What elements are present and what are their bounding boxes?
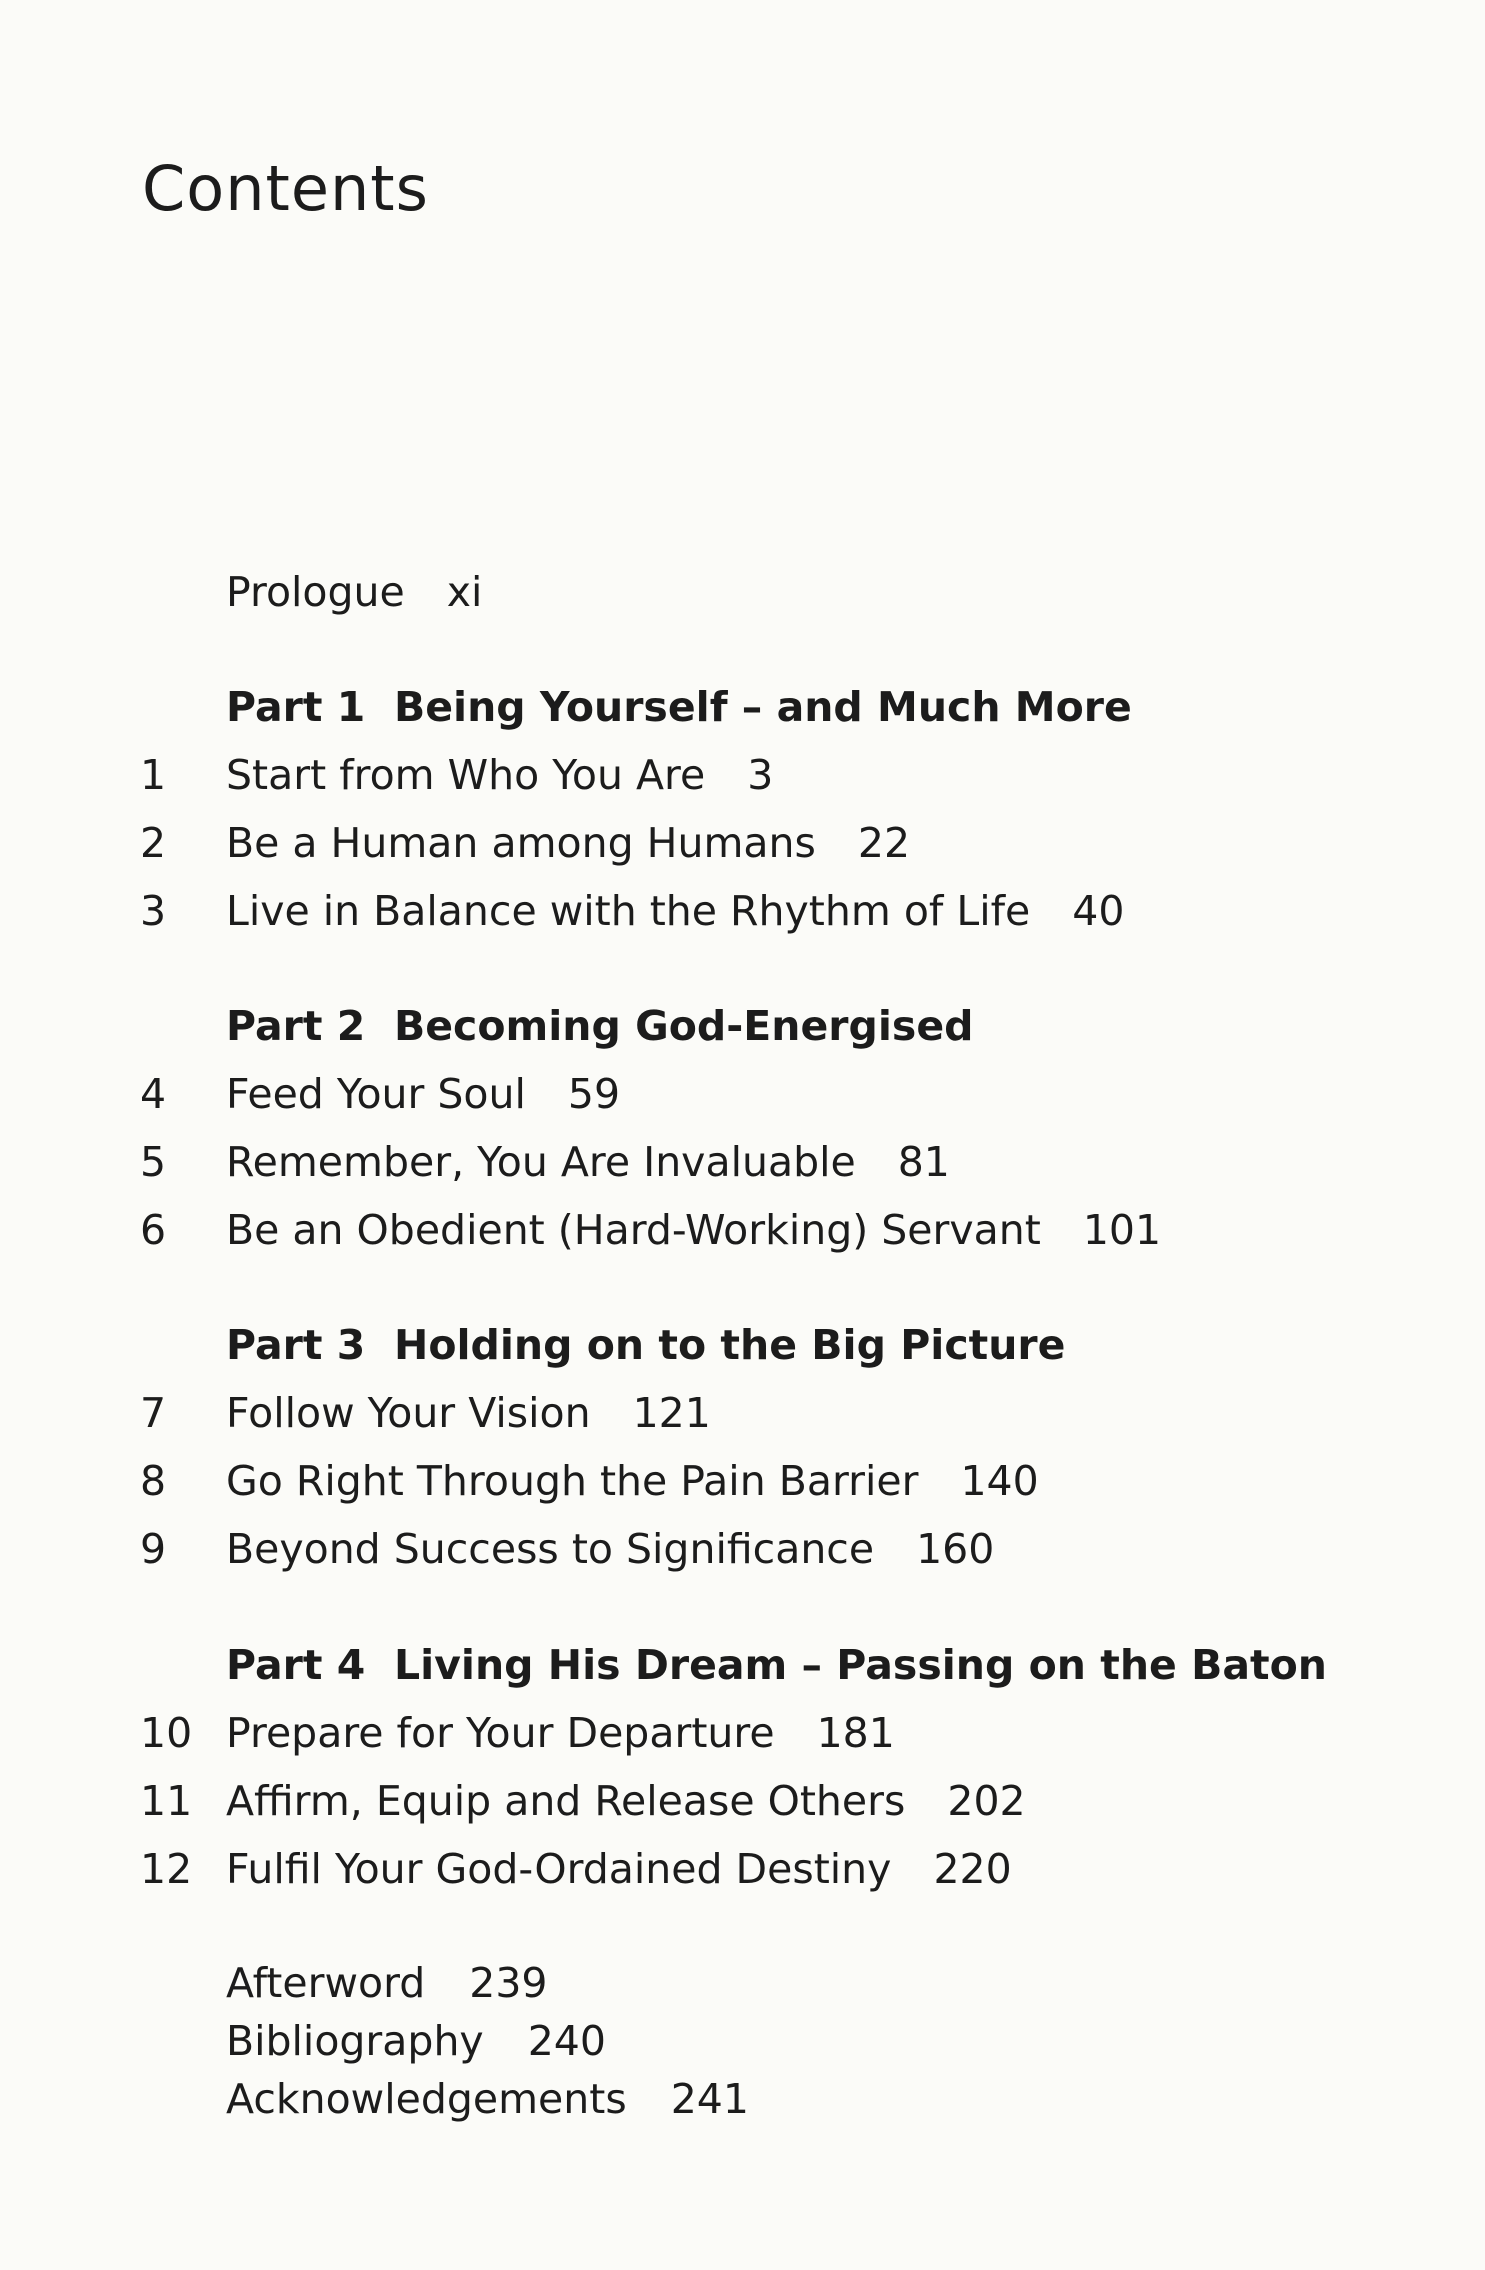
chapter-number: 1 [140,751,167,799]
chapter-title: Start from Who You Are [226,751,706,799]
chapter-number: 5 [140,1138,167,1186]
chapter-number: 12 [140,1845,193,1893]
chapter-text [226,1709,895,1757]
part-label: Part 3 [226,1321,366,1369]
page-number: 81 [897,1138,950,1186]
page-title: Contents [142,152,429,225]
page-number: 22 [857,819,911,867]
page-number: 40 [1072,887,1125,935]
chapter-title: Affirm, Equip and Release Others [226,1777,906,1825]
chapter-title: Remember, You Are Invaluable [226,1138,856,1186]
chapter-title: Follow Your Vision [226,1389,591,1437]
page-number: 181 [816,1709,895,1757]
chapter-number: 6 [140,1206,167,1254]
entry-title: Acknowledgements [226,2075,627,2123]
chapter-title: Be a Human among Humans [226,819,816,867]
part-label: Part 2 [226,1002,366,1050]
entry-title: Bibliography [226,2017,484,2065]
chapter-text [226,1777,1026,1825]
chapter-text [226,1138,950,1186]
part-heading-text [226,1321,1066,1369]
page-number: 220 [933,1845,1012,1893]
chapter-text [226,751,774,799]
part-title: Being Yourself – and Much More [394,683,1132,731]
part-title: Living His Dream – Passing on the Baton [394,1641,1327,1689]
page-number: 101 [1082,1206,1162,1254]
part-label: Part 4 [226,1641,366,1689]
chapter-title: Beyond Success to Significance [226,1525,875,1573]
chapter-title: Prepare for Your Departure [226,1709,775,1757]
chapter-text [226,819,911,867]
chapter-number: 11 [140,1777,193,1825]
chapter-text [226,1525,995,1573]
bibliography-entry[interactable] [226,2017,606,2065]
chapter-text [226,1457,1039,1505]
chapter-number: 4 [140,1070,167,1118]
chapter-title: Feed Your Soul [226,1070,526,1118]
part-heading-text [226,1641,1327,1689]
page-number: xi [446,568,483,616]
entry-title: Prologue [226,568,405,616]
chapter-text [226,887,1125,935]
chapter-number: 3 [140,887,167,935]
page-number: 121 [632,1389,711,1437]
chapter-text [226,1389,711,1437]
page-number: 239 [469,1959,548,2007]
part-label: Part 1 [226,683,366,731]
prologue-label-wrap [226,568,483,616]
chapter-number: 9 [140,1525,167,1573]
part-heading-text [226,1002,974,1050]
page-number: 240 [527,2017,606,2065]
chapter-number: 10 [140,1709,193,1757]
afterword-entry[interactable] [226,1959,548,2007]
chapter-text [226,1206,1162,1254]
page-number: 160 [916,1525,995,1573]
page-number: 202 [947,1777,1026,1825]
page-number: 59 [567,1070,621,1118]
chapter-number: 2 [140,819,167,867]
part-title: Holding on to the Big Picture [394,1321,1066,1369]
part-title: Becoming God-Energised [394,1002,974,1050]
chapter-title: Live in Balance with the Rhythm of Life [226,887,1031,935]
chapter-number: 8 [140,1457,167,1505]
chapter-text [226,1845,1012,1893]
chapter-text [226,1070,621,1118]
chapter-title: Fulfil Your God-Ordained Destiny [226,1845,892,1893]
entry-title: Afterword [226,1959,426,2007]
chapter-title: Be an Obedient (Hard-Working) Servant [226,1206,1041,1254]
page-number: 3 [747,751,774,799]
part-heading-text [226,683,1132,731]
page-number: 140 [960,1457,1039,1505]
chapter-title: Go Right Through the Pain Barrier [226,1457,919,1505]
page-number: 241 [670,2075,749,2123]
acknowledgements-entry[interactable] [226,2075,749,2123]
chapter-number: 7 [140,1389,167,1437]
